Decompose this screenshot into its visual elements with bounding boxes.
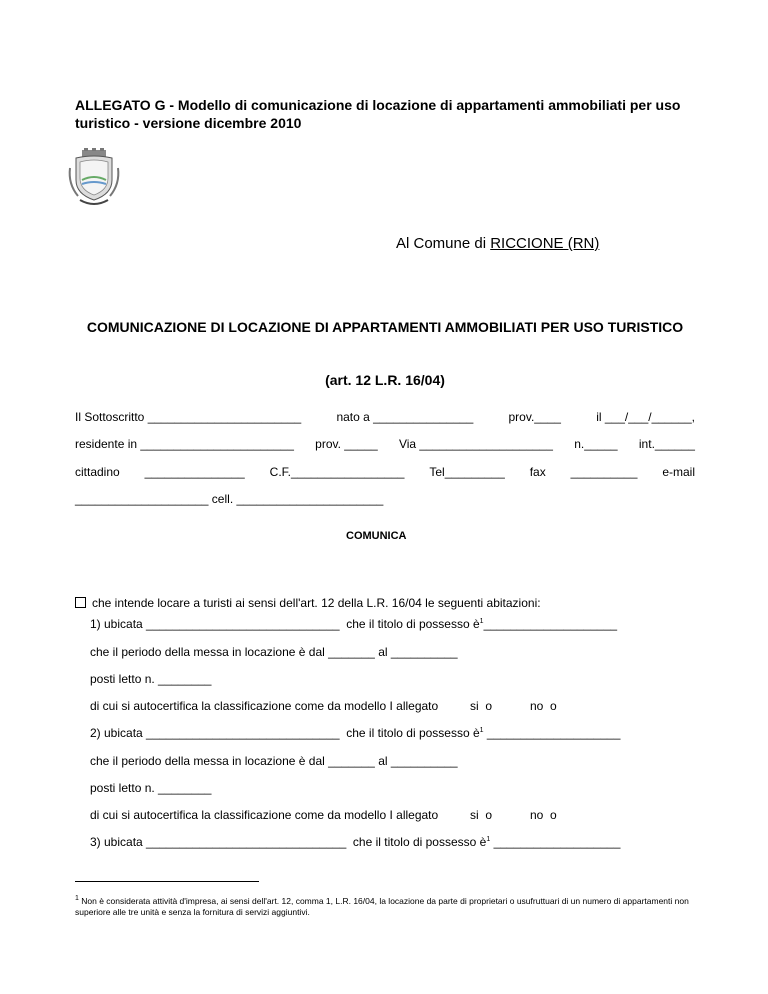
item-1-ubicata	[90, 617, 617, 631]
footnote	[75, 893, 695, 918]
fax-label: fax	[529, 465, 546, 479]
email-label: e-mail	[662, 465, 695, 479]
footnote-text: Non è considerata attività d'impresa, ai sensi dell'art. 12, comma 1, L.R. 16/04, la locazione da parte di proprietari o usufruttuari di un numero di appartamenti non superiore alle tre unità e senza la fornitura di servizi aggiuntivi.	[75, 895, 689, 917]
item-2-posti[interactable]: posti letto n. ________	[90, 781, 212, 795]
si-radio[interactable]: o	[485, 699, 493, 713]
email-cell-field[interactable]: ____________________ cell. ______________________	[75, 492, 384, 506]
birthdate-field[interactable]: il ___/___/______,	[596, 410, 695, 424]
item-3-title-field[interactable]: ___________________	[490, 835, 621, 849]
birthplace-field[interactable]: nato a _______________	[336, 410, 474, 424]
si-radio[interactable]: o	[485, 808, 493, 822]
footnote-divider	[75, 881, 259, 882]
no-radio[interactable]: o	[550, 699, 557, 713]
no-label: no	[530, 808, 544, 822]
field-line-2	[75, 437, 695, 451]
sottoscritto-field[interactable]: Il Sottoscritto _______________________	[75, 410, 302, 424]
recipient-prefix: Al Comune di	[396, 235, 491, 252]
item-2-title-field[interactable]: ____________________	[483, 726, 621, 740]
no-label: no	[530, 699, 544, 713]
item-1-autocert: di cui si autocertifica la classificazione come da modello I allegato	[90, 699, 439, 713]
no-radio[interactable]: o	[550, 808, 557, 822]
law-reference: (art. 12 L.R. 16/04)	[325, 372, 445, 388]
item-2-ubicata	[90, 726, 620, 740]
tax-code-field[interactable]: C.F._________________	[269, 465, 405, 479]
si-label: si	[470, 808, 479, 822]
street-number-field[interactable]: n._____	[574, 437, 618, 451]
item-2-si-option[interactable]	[470, 808, 492, 822]
item-1-location-field[interactable]: 1) ubicata _____________________________	[90, 617, 340, 631]
item-2-location-field[interactable]: 2) ubicata _____________________________	[90, 726, 340, 740]
item-2-title-label: che il titolo di possesso è	[346, 726, 480, 740]
item-2-periodo[interactable]: che il periodo della messa in locazione è dal _______ al __________	[90, 754, 458, 768]
intent-checkbox[interactable]	[75, 597, 86, 608]
document-title: ALLEGATO G - Modello di comunicazione di locazione di appartamenti ammobiliati per uso turistico - versione dicembre 2010	[75, 97, 681, 131]
si-label: si	[470, 699, 479, 713]
footnote-ref: 1	[479, 727, 484, 734]
item-1-posti[interactable]: posti letto n. ________	[90, 672, 212, 686]
fax-field[interactable]: __________	[570, 465, 638, 479]
item-1-title-label: che il titolo di possesso è	[346, 617, 480, 631]
citizenship-field[interactable]: _______________	[144, 465, 245, 479]
recipient-line	[396, 235, 599, 252]
field-line-1	[75, 410, 695, 424]
province-field[interactable]: prov.____	[508, 410, 561, 424]
residence-field[interactable]: residente in _______________________	[75, 437, 294, 451]
phone-field[interactable]: Tel_________	[429, 465, 505, 479]
item-3-title-label: che il titolo di possesso è	[352, 835, 487, 849]
item-3-location-field[interactable]: 3) ubicata ______________________________	[90, 835, 347, 849]
item-1-no-option[interactable]	[530, 699, 557, 713]
interior-field[interactable]: int.______	[638, 437, 695, 451]
item-1-periodo[interactable]: che il periodo della messa in locazione è dal _______ al __________	[90, 645, 458, 659]
intent-option[interactable]	[75, 596, 541, 610]
item-2-no-option[interactable]	[530, 808, 557, 822]
form-heading: COMUNICAZIONE DI LOCAZIONE DI APPARTAMENTI AMMOBILIATI PER USO TURISTICO	[86, 319, 684, 335]
municipal-crest-icon	[66, 148, 122, 208]
footnote-ref: 1	[486, 836, 491, 843]
item-1-si-option[interactable]	[470, 699, 492, 713]
footnote-mark: 1	[75, 895, 79, 902]
footnote-ref: 1	[479, 618, 484, 625]
intent-text: che intende locare a turisti ai sensi dell'art. 12 della L.R. 16/04 le seguenti abitazioni:	[92, 596, 541, 610]
street-field[interactable]: Via ____________________	[398, 437, 553, 451]
item-2-autocert: di cui si autocertifica la classificazione come da modello I allegato	[90, 808, 439, 822]
citizenship-label: cittadino	[75, 465, 120, 479]
recipient-city: RICCIONE (RN)	[490, 235, 600, 252]
field-line-3	[75, 465, 695, 479]
residence-province-field[interactable]: prov. _____	[315, 437, 378, 451]
item-1-title-field[interactable]: ____________________	[483, 617, 618, 631]
item-3-ubicata	[90, 835, 620, 849]
comunica-heading: COMUNICA	[346, 530, 407, 542]
